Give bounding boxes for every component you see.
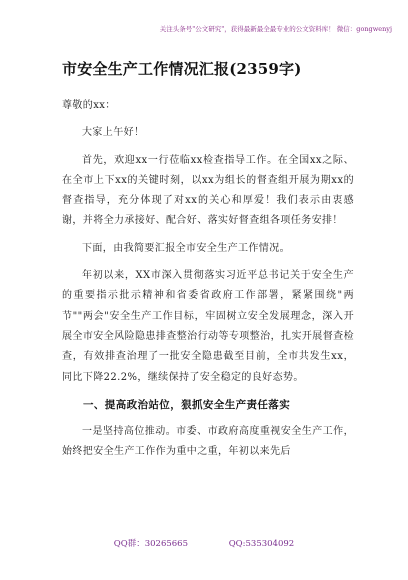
- page-title: 市安全生产工作情况汇报(2359字): [62, 60, 302, 78]
- paragraph-overview: 年初以来，XX市深入贯彻落实习近平总书记关于安全生产的重要指示批示精神和省委省政府工作部署，紧紧围绕"两节""两会"安全生产工作目标，牢固树立安全发展理念，深入开展全市安全风险隐患排查整治行动等专项整治，扎实开展督查检查，有效排查治理了一批安全隐患截至目前，全市共发生xx，同比下降22.2%，继续保持了安全稳定的良好态势。: [62, 270, 354, 383]
- footer-qq-group: QQ群：30265665: [113, 539, 188, 549]
- document-body: [62, 96, 354, 470]
- paragraph-intro: 下面，由我简要汇报全市安全生产工作情况。: [82, 242, 290, 254]
- header-banner: 关注头条号"公文研究"，获得最新最全最专业的公文资料库！ 微信：gongwenyj: [159, 25, 392, 33]
- salutation: 尊敬的xx：: [62, 100, 116, 111]
- footer-contact: [0, 537, 408, 549]
- paragraph-section-1: 一是坚持高位推动。市委、市政府高度重视安全生产工作，始终把安全生产工作作为重中之重，年初以来先后: [62, 426, 354, 458]
- paragraph-welcome: 首先，欢迎xx一行莅临xx检查指导工作。在全国xx之际、在全市上下xx的关键时刻，以xx为组长的督查组开展为期xx的督查指导，充分体现了对xx的关心和厚爱！我们表示由衷感谢，并将全力承接好、配合好、落实好督查组各项任务安排！: [62, 154, 354, 227]
- footer-qq: QQ:535304092: [228, 539, 295, 549]
- greeting: 大家上午好！: [82, 127, 145, 139]
- section-heading: 一、提高政治站位，狠抓安全生产责任落实: [83, 398, 291, 411]
